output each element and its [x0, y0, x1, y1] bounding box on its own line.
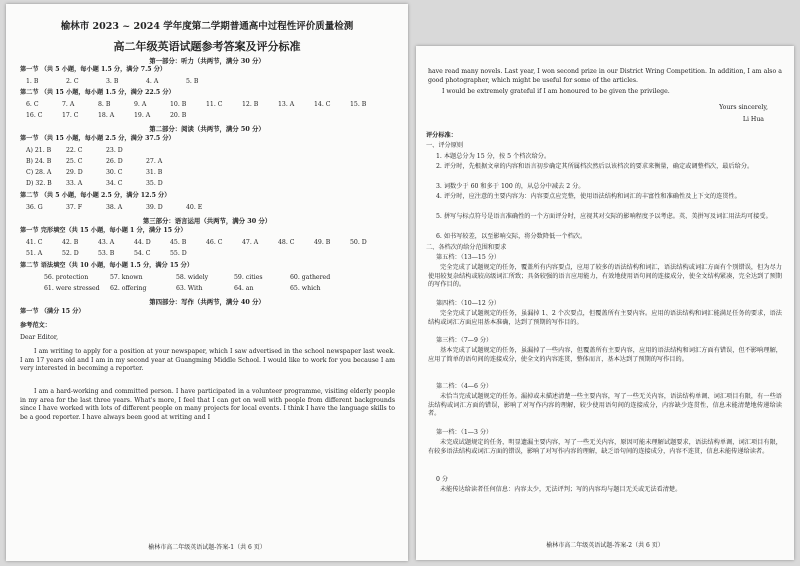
cloze-answers-a [26, 239, 380, 247]
level-4-heading: 第四档：（10—12 分） [436, 300, 501, 307]
reading-row-d [26, 180, 186, 188]
rule-5: 5. 拼写与标点符号是语言准确性的一个方面评分时，应视其对交际的影响程度予以考虑。英、美拼写及词汇用法均可接受。 [436, 213, 772, 220]
level-0-text: 未能传达给读者任何信息：内容太少，无法评判；写的内容均与题目无关或无法看清楚。 [440, 486, 682, 493]
answer-cell: 33. A [66, 180, 83, 187]
level-2-heading: 第二档：（4—6 分） [436, 383, 493, 390]
answer-cell: 22. C [66, 147, 83, 154]
answer-cell: 23. D [106, 147, 123, 154]
answer-cell: 63. With [176, 285, 203, 292]
answer-cell: 14. C [314, 101, 331, 108]
part2-heading: 第二部分：阅读（共两节，满分 50 分） [149, 125, 265, 133]
page-footer-2: 榆林市高二年级英语试题-答案-2（共 6 页） [546, 542, 664, 549]
rule-4: 4. 评分时，应注意的主要内容为：内容要点应完整，使用语法结构和词汇的丰富性和准确性及上下文的连贯性。 [436, 193, 741, 200]
answer-cell: 40. E [186, 204, 203, 211]
answer-cell: 36. G [26, 204, 43, 211]
answer-cell: 49. B [314, 239, 331, 246]
answer-cell: 1. B [26, 78, 39, 85]
answer-cell: 5. B [186, 78, 199, 85]
part3-heading: 第三部分：语言运用（共两节，满分 30 分） [142, 217, 272, 225]
level-2-text: 未恰当完成试题规定的任务。漏掉或未描述清楚一些主要内容，写了一些无关内容，语法结构单调、词汇项目有限，有一些语法结构或词汇方面的错误，影响了对写作内容的理解，较少使用语句间的连接成分，内容缺少连贯性，信息未能清楚地传递给读者。 [428, 393, 782, 418]
answer-cell: 39. D [146, 204, 163, 211]
answer-cell: D) 32. B [26, 180, 52, 187]
listening-s1-heading: 第一节 （共 5 小题，每小题 1.5 分，满分 7.5 分） [20, 66, 167, 73]
answer-cell: 31. B [146, 169, 163, 176]
grammar-answers-b [44, 285, 350, 293]
answer-cell: 35. D [146, 180, 163, 187]
answer-cell: B) 24. B [26, 158, 52, 165]
answer-cell: 11. C [206, 101, 223, 108]
letter-paragraph-1: I am writing to apply for a position at your newspaper, which I saw advertised in the school newspaper last week. I am 17 years old and I am in my second year at Guangming Middle School. I would like to work for you because I am very interested in becoming a reporter. [20, 348, 395, 373]
answer-cell: 38. A [106, 204, 123, 211]
level-5-heading: 第五档：（13—15 分） [436, 254, 501, 261]
reading-row-a [26, 147, 146, 155]
rule-2: 2. 评分时，先根据文章的内容和语言初步确定其所属档次然后以该档次的要求来衡量，确定或调整档次，最后给分。 [436, 163, 754, 170]
letter-signature: Li Hua [742, 116, 764, 123]
answer-cell: 16. C [26, 112, 43, 119]
level-5-text: 完全完成了试题规定的任务，覆盖所有内容要点，应用了较多的语法结构和词汇，语法结构或词汇方面有个别错误，但为尽力使用较复杂结构或较高级词汇所致；具备较强的语言应用能力，有效地使用语句间的连接成分，使全文结构紧凑，完全达到了预期的写作目的。 [428, 264, 782, 289]
listening-s1-answers [26, 78, 226, 86]
answer-cell: 62. offering [110, 285, 147, 292]
letter-salutation: Dear Editor, [20, 334, 59, 341]
answer-cell: 18. A [98, 112, 115, 119]
answer-cell: 47. A [242, 239, 259, 246]
listening-s2-answers-a [26, 101, 380, 109]
level-0-heading: 0 分 [436, 476, 449, 483]
letter-paragraph-2: I am a hard-working and committed person. I have participated in a volunteer programme, visiting elderly people in my area for the last three years. What's more, I feel that I can get on well with people from different backgrounds since I have worked with lots of different people on many projects for local events. I think I have the language skills to be a good reporter. I have always been good at writing and I [20, 388, 395, 421]
answer-page-1 [6, 4, 408, 561]
answer-cell: 3. B [106, 78, 119, 85]
level-1-heading: 第一档：（1—3 分） [436, 429, 493, 436]
reading-s2-answers [26, 204, 226, 212]
answer-cell: 34. C [106, 180, 123, 187]
letter-closing-sentence: I would be extremely grateful if I am honoured to be given the privilege. [442, 88, 670, 95]
cloze-heading: 第一节 完形填空（共 15 小题，每小题 1 分，满分 15 分） [20, 227, 187, 234]
criteria-heading: 评分标准： [426, 132, 457, 139]
level-4-text: 完全完成了试题规定的任务，虽漏掉 1、2 个次要点，但覆盖所有主要内容。应用的语法结构和词汇能满足任务的要求，语法结构或词汇方面应用基本准确，达到了预期的写作目的。 [428, 310, 782, 326]
answer-cell: 56. protection [44, 274, 89, 281]
answer-cell: 6. C [26, 101, 39, 108]
part4-heading: 第四部分：写作（共两节，满分 40 分） [149, 298, 265, 306]
rule-1: 1. 本题总分为 15 分，按 5 个档次给分。 [436, 153, 551, 160]
answer-cell: A) 21. B [26, 147, 52, 154]
answer-cell: 8. B [98, 101, 111, 108]
letter-continuation: have read many novels. Last year, I won second prize in our District Wring Competition. In addition, I am also a good photographer, which might be useful for some of the articles. [428, 68, 782, 84]
grammar-answers-a [44, 274, 350, 282]
writing-s1-heading: 第一节 （满分 15 分） [20, 308, 85, 315]
listening-s2-answers-b [26, 112, 206, 120]
answer-cell: 45. B [170, 239, 187, 246]
answer-cell: 57. known [110, 274, 143, 281]
answer-cell: 44. D [134, 239, 151, 246]
general-principles-heading: 一、评分原则 [426, 142, 464, 149]
answer-cell: 46. C [206, 239, 223, 246]
answer-cell: 55. D [170, 250, 187, 257]
level-3-heading: 第三档：（7—9 分） [436, 337, 493, 344]
answer-cell: C) 28. A [26, 169, 52, 176]
answer-cell: 13. A [278, 101, 295, 108]
answer-cell: 51. A [26, 250, 43, 257]
answer-cell: 12. B [242, 101, 259, 108]
listening-s2-heading: 第二节 （共 15 小题，每小题 1.5 分，满分 22.5 分） [20, 89, 175, 96]
answer-cell: 65. which [290, 285, 321, 292]
rule-3: 3. 词数少于 60 和多于 100 的，从总分中减去 2 分。 [436, 183, 585, 190]
cloze-answers-b [26, 250, 206, 258]
answer-cell: 19. A [134, 112, 151, 119]
level-1-text: 未完成试题规定的任务，明显遗漏主要内容，写了一些无关内容，原因可能未理解试题要求，语法结构单调，词汇项目有限，有较多语法结构或词汇方面的错误，影响了对写作内容的理解，缺乏语句间的连接成分，内容不连贯，信息未能传递给读者。 [428, 439, 782, 455]
answer-cell: 41. C [26, 239, 43, 246]
answer-cell: 43. A [98, 239, 115, 246]
reading-s1-heading: 第一节 （共 15 小题，每小题 2.5 分，满分 37.5 分） [20, 135, 175, 142]
answer-cell: 30. C [106, 169, 123, 176]
answer-cell: 59. cities [234, 274, 263, 281]
reading-row-c [26, 169, 186, 177]
answer-cell: 58. widely [176, 274, 209, 281]
answer-cell: 29. D [66, 169, 83, 176]
page-footer-1: 榆林市高二年级英语试题-答案-1（共 6 页） [148, 544, 266, 551]
level-3-text: 基本完成了试题规定的任务，虽漏掉了一些内容，但覆盖所有主要内容，应用的语法结构和词汇方面有错误，但不影响理解，应用了简单的语句间的连接成分，使全文的内容连贯，整体而言，基本达到了预期的写作目的。 [428, 347, 782, 363]
answer-cell: 9. A [134, 101, 147, 108]
reading-s2-heading: 第二节 （共 5 小题，每小题 2.5 分，满分 12.5 分） [20, 192, 171, 199]
answer-cell: 42. B [62, 239, 79, 246]
answer-page-2 [416, 46, 794, 560]
answer-cell: 64. an [234, 285, 254, 292]
answer-cell: 48. C [278, 239, 295, 246]
answer-cell: 2. C [66, 78, 79, 85]
answer-cell: 37. F [66, 204, 83, 211]
answer-cell: 7. A [62, 101, 75, 108]
answer-cell: 54. C [134, 250, 151, 257]
answer-cell: 61. were stressed [44, 285, 100, 292]
answer-cell: 27. A [146, 158, 163, 165]
answer-cell: 20. B [170, 112, 187, 119]
answer-cell: 25. C [66, 158, 83, 165]
grammar-heading: 第二节 语法填空（共 10 小题，每小题 1.5 分，满分 15 分） [20, 262, 194, 269]
answer-cell: 10. B [170, 101, 187, 108]
page-subtitle: 高二年级英语试题参考答案及评分标准 [113, 40, 301, 53]
answer-cell: 60. gathered [290, 274, 331, 281]
letter-closing: Yours sincerely, [719, 104, 768, 111]
reading-row-b [26, 158, 186, 166]
answer-cell: 4. A [146, 78, 159, 85]
answer-cell: 15. B [350, 101, 367, 108]
rule-6: 6. 如书写较差，以至影响交际，将分数降低一个档次。 [436, 233, 587, 240]
answer-cell: 26. D [106, 158, 123, 165]
sample-essay-label: 参考范文： [20, 322, 51, 329]
page-title: 榆林市 2023 ~ 2024 学年度第二学期普通高中过程性评价质量检测 [60, 21, 354, 32]
answer-cell: 50. D [350, 239, 367, 246]
answer-cell: 53. B [98, 250, 115, 257]
part1-heading: 第一部分：听力（共两节，满分 30 分） [149, 57, 265, 65]
answer-cell: 52. D [62, 250, 79, 257]
answer-cell: 17. C [62, 112, 79, 119]
levels-heading: 二、各档次的给分范围和要求 [426, 244, 507, 251]
